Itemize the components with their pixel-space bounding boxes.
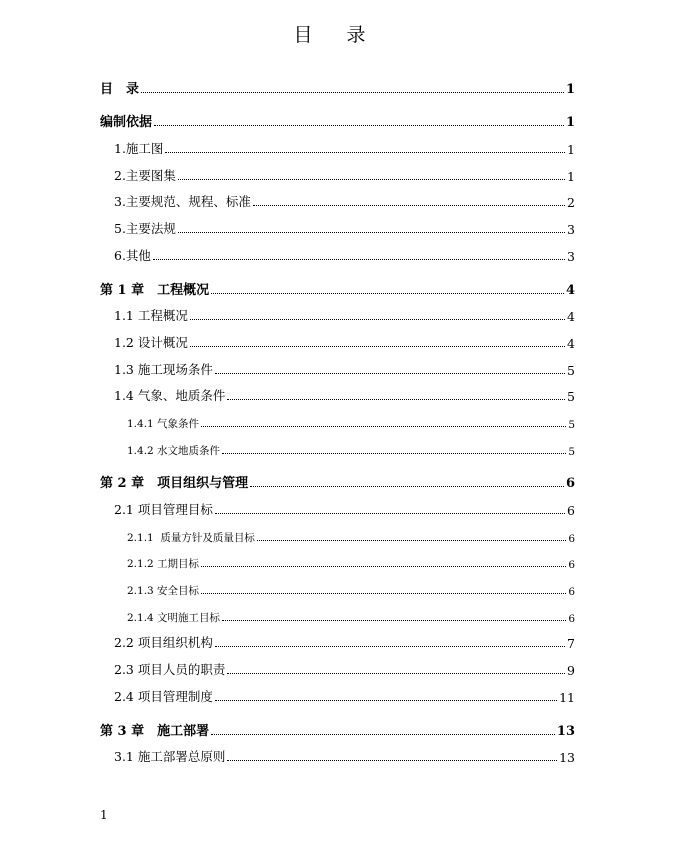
toc-entry[interactable] xyxy=(100,712,575,739)
toc-entry[interactable] xyxy=(100,324,575,351)
toc-entry[interactable] xyxy=(100,431,575,458)
toc-entry-page: 5 xyxy=(568,418,575,431)
toc-entry[interactable] xyxy=(100,157,575,184)
toc-entry-label: 2.1.3 安全目标 xyxy=(127,585,200,598)
toc-entry-page: 3 xyxy=(567,248,575,264)
toc-entry-label: 第 1 章 工程概况 xyxy=(100,282,210,298)
dot-leader xyxy=(153,259,565,260)
dot-leader xyxy=(215,700,557,701)
toc-entry[interactable] xyxy=(100,598,575,625)
toc-entry-page: 1 xyxy=(565,81,575,97)
toc-entry-label: 1.4.2 水文地质条件 xyxy=(127,444,221,457)
toc-entry[interactable] xyxy=(100,237,575,264)
toc-entry-label: 第 3 章 施工部署 xyxy=(100,723,210,739)
toc-entry-label: 2.1.2 工期目标 xyxy=(127,558,200,571)
toc-entry-label: 目 录 xyxy=(100,81,140,97)
toc-entry[interactable] xyxy=(100,651,575,678)
dot-leader xyxy=(178,179,565,180)
toc-entry-page: 3 xyxy=(567,222,575,238)
toc-entry[interactable] xyxy=(100,491,575,518)
toc-entry-label: 2.1 项目管理目标 xyxy=(114,502,213,517)
toc-entry-label: 6.其他 xyxy=(114,247,151,263)
toc-entry-page: 2 xyxy=(567,195,575,211)
dot-leader xyxy=(201,566,566,567)
toc-entry-label: 2.3 项目人员的职责 xyxy=(114,662,226,678)
toc-entry-page: 6 xyxy=(568,586,575,599)
dot-leader xyxy=(215,513,565,514)
toc-entry-page: 11 xyxy=(559,689,575,705)
toc-entry-page: 6 xyxy=(565,476,575,492)
toc-entry-label: 编制依据 xyxy=(100,115,153,131)
toc-entry-label: 3.1 施工部署总原则 xyxy=(114,749,226,765)
toc-entry-label: 1.4 气象、地质条件 xyxy=(114,388,226,404)
toc-entry[interactable] xyxy=(100,130,575,157)
toc-entry[interactable] xyxy=(100,184,575,211)
toc-entry-page: 7 xyxy=(567,636,575,652)
toc-entry-page: 6 xyxy=(568,559,575,572)
dot-leader xyxy=(222,620,566,621)
toc-entry-label: 2.主要图集 xyxy=(114,167,176,183)
toc-entry[interactable] xyxy=(100,298,575,325)
toc-entry-label: 1.1 工程概况 xyxy=(114,308,188,324)
toc-entry[interactable] xyxy=(100,210,575,237)
dot-leader xyxy=(227,760,557,761)
toc-entry-label: 1.施工图 xyxy=(114,141,164,157)
toc-entry-page: 1 xyxy=(565,115,575,131)
toc-entry[interactable] xyxy=(100,545,575,572)
dot-leader xyxy=(253,205,565,206)
dot-leader xyxy=(211,293,564,294)
toc-entry-page: 4 xyxy=(567,309,575,325)
dot-leader xyxy=(215,373,565,374)
dot-leader xyxy=(201,593,566,594)
toc-entry[interactable] xyxy=(100,70,575,97)
toc-entry-label: 1.4.1 气象条件 xyxy=(127,417,200,430)
toc-entry-page: 6 xyxy=(568,612,575,625)
toc-entry-page: 4 xyxy=(567,335,575,351)
toc-entry-page: 5 xyxy=(567,362,575,378)
toc-entry[interactable] xyxy=(100,378,575,405)
toc-entry-page: 6 xyxy=(567,503,575,518)
toc-entry[interactable] xyxy=(100,104,575,131)
toc-entry-label: 第 2 章 项目组织与管理 xyxy=(100,476,249,492)
toc-entry-page: 6 xyxy=(568,532,575,545)
toc-entry-label: 1.2 设计概况 xyxy=(114,334,188,350)
toc-entry-page: 13 xyxy=(559,750,575,766)
dot-leader xyxy=(190,346,565,347)
toc-entry[interactable] xyxy=(100,739,575,766)
dot-leader xyxy=(201,426,566,427)
toc-entry-page: 5 xyxy=(568,445,575,458)
toc-entry[interactable] xyxy=(100,271,575,298)
page-number: 1 xyxy=(100,808,108,822)
dot-leader xyxy=(222,453,566,454)
toc-entry[interactable] xyxy=(100,404,575,431)
toc-entry[interactable] xyxy=(100,465,575,492)
toc-entry[interactable] xyxy=(100,351,575,378)
table-of-contents xyxy=(100,70,575,765)
toc-entry-page: 9 xyxy=(567,663,575,679)
toc-entry-page: 1 xyxy=(567,142,575,158)
toc-entry-page: 13 xyxy=(556,723,575,739)
dot-leader xyxy=(227,673,565,674)
toc-entry-label: 2.1.4 文明施工目标 xyxy=(127,611,221,624)
toc-entry-page: 4 xyxy=(565,282,575,298)
toc-entry-page: 5 xyxy=(567,389,575,405)
page-title: 目 录 xyxy=(293,24,380,46)
dot-leader xyxy=(154,125,564,126)
toc-entry-label: 3.主要规范、规程、标准 xyxy=(114,194,251,210)
dot-leader xyxy=(190,319,565,320)
toc-entry-label: 2.4 项目管理制度 xyxy=(114,688,213,704)
dot-leader xyxy=(227,399,565,400)
dot-leader xyxy=(165,152,565,153)
dot-leader xyxy=(215,646,565,647)
toc-entry[interactable] xyxy=(100,571,575,598)
dot-leader xyxy=(178,232,565,233)
dot-leader xyxy=(211,734,555,735)
toc-entry[interactable] xyxy=(100,518,575,545)
toc-entry-page: 1 xyxy=(567,168,575,184)
toc-entry[interactable] xyxy=(100,678,575,705)
dot-leader xyxy=(257,540,566,541)
toc-entry[interactable] xyxy=(100,625,575,652)
dot-leader xyxy=(250,486,564,487)
toc-entry-label: 5.主要法规 xyxy=(114,221,176,237)
dot-leader xyxy=(141,92,564,93)
toc-entry-label: 1.3 施工现场条件 xyxy=(114,361,213,377)
toc-entry-label: 2.1.1 质量方针及质量目标 xyxy=(127,531,255,544)
toc-entry-label: 2.2 项目组织机构 xyxy=(114,635,213,651)
